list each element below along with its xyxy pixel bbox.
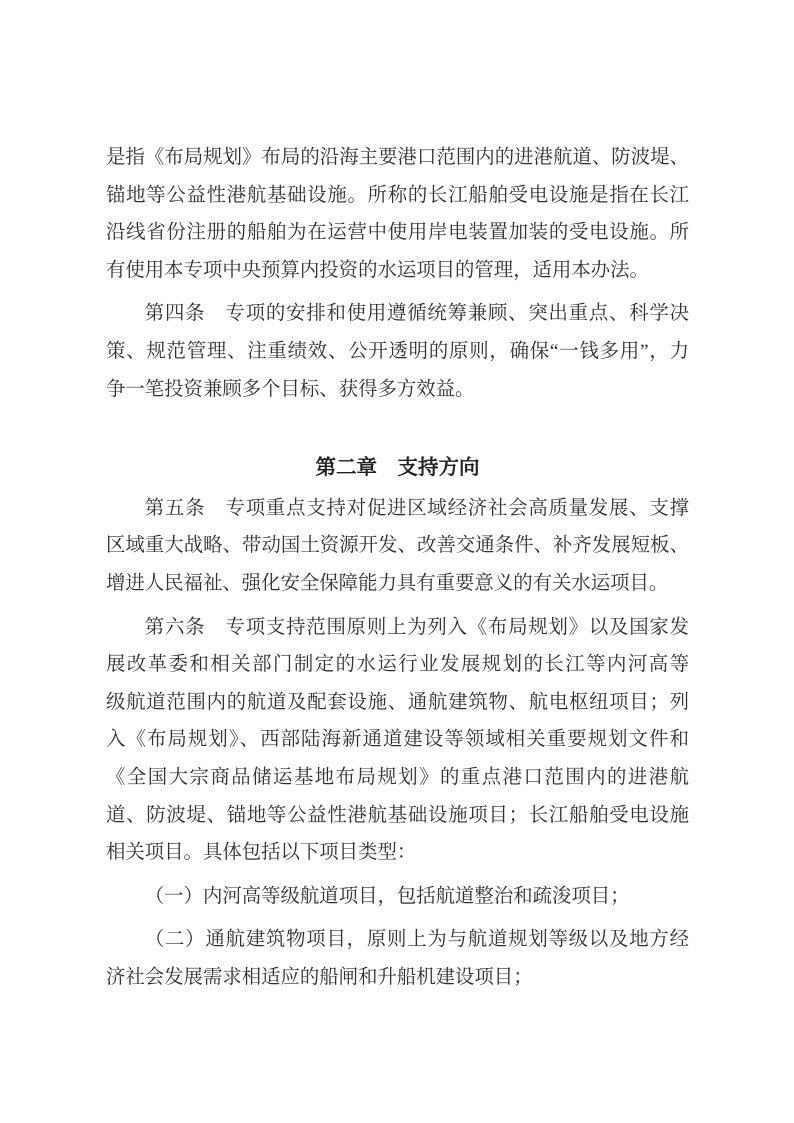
chapter-heading: 第二章 支持方向 (315, 456, 480, 480)
text-line: 第四条 专项的安排和使用遵循统筹兼顾、突出重点、科学决 (144, 303, 689, 325)
text-line: （二）通航建筑物项目，原则上为与航道规划等级以及地方经 (144, 929, 689, 951)
text-line: 有使用本专项中央预算内投资的水运项目的管理，适用本办法。 (106, 259, 649, 281)
text-line: 增进人民福祉、强化安全保障能力具有重要意义的有关水运项目。 (106, 572, 669, 594)
text-line: 道、防波堤、锚地等公益性港航基础设施项目；长江船舶受电设施 (106, 804, 689, 826)
text-line: 沿线省份注册的船舶为在运营中使用岸电装置加装的受电设施。所 (106, 222, 689, 244)
text-line: 第六条 专项支持范围原则上为列入《布局规划》以及国家发 (144, 616, 689, 638)
paragraph-article-4 (106, 295, 689, 408)
text-line: （一）内河高等级航道项目，包括航道整治和疏浚项目； (144, 885, 630, 907)
text-line: 第五条 专项重点支持对促进区域经济社会高质量发展、支撑 (144, 497, 689, 519)
paragraph-item-1 (106, 878, 689, 916)
text-line: 争一笔投资兼顾多个目标、获得多方效益。 (106, 378, 475, 400)
text-line: 区域重大战略、带动国土资源开发、改善交通条件、补齐发展短板、 (106, 535, 689, 557)
text-line: 入《布局规划》、西部陆海新通道建设等领域相关重要规划文件和 (106, 729, 689, 751)
text-line: 《全国大宗商品储运基地布局规划》的重点港口范围内的进港航 (106, 766, 689, 788)
text-line: 级航道范围内的航道及配套设施、通航建筑物、航电枢纽项目；列 (106, 691, 689, 713)
text-line: 相关项目。具体包括以下项目类型： (106, 842, 417, 864)
text-line: 济社会发展需求相适应的船闸和升船机建设项目； (106, 966, 533, 988)
paragraph-article-5 (106, 490, 689, 603)
text-line: 锚地等公益性港航基础设施。所称的长江船舶受电设施是指在长江 (106, 184, 689, 206)
text-line: 是指《布局规划》布局的沿海主要港口范围内的进港航道、防波堤、 (106, 147, 689, 168)
document-content (106, 139, 689, 1002)
text-line: 展改革委和相关部门制定的水运行业发展规划的长江等内河高等 (106, 654, 689, 676)
text-line: 策、规范管理、注重绩效、公开透明的原则，确保“一钱多用”，力 (106, 340, 689, 362)
paragraph-item-2 (106, 921, 689, 996)
paragraph-article-6 (106, 609, 689, 872)
paragraph-continuation (106, 139, 689, 289)
